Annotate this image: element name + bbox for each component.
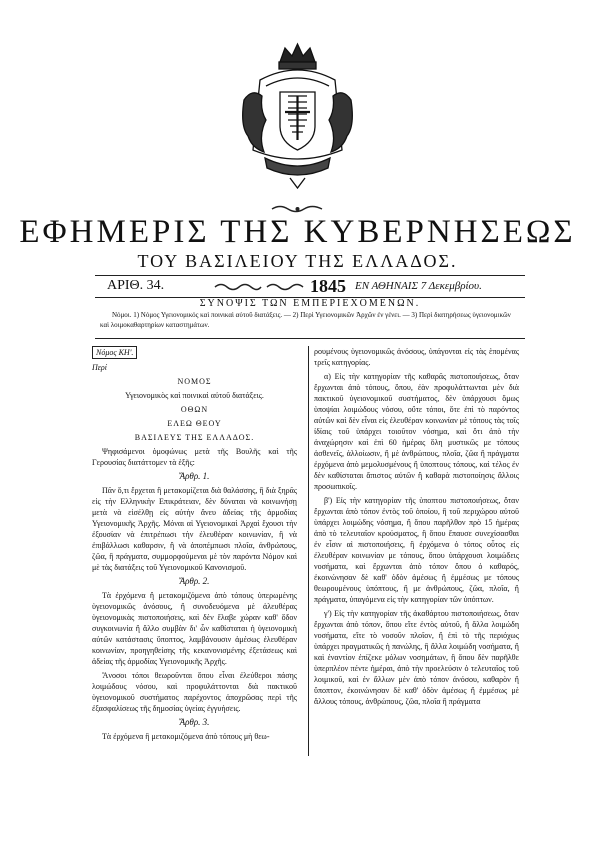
left-column: [92, 346, 297, 745]
synopsis-heading: ΣΥΝΟΨΙΣ ΤΩΝ ΕΜΠΕΡΙΕΧΟΜΕΝΩΝ.: [199, 298, 421, 309]
preamble-text: Ψηφισάμενοι ὁμοφώνως μετὰ τῆς Βουλῆς καὶ τῆς Γερουσίας διατάττομεν τὰ ἑξῆς:: [92, 447, 297, 467]
column-divider: [308, 346, 309, 756]
king-name: ΟΘΩΝ: [180, 405, 209, 414]
ornament-flourish-icon: [265, 282, 305, 292]
king-title-1: ΕΛΕΩ ΘΕΟΥ: [167, 419, 222, 428]
category-c-text: γ') Εἰς τὴν κατηγορίαν τῆς ἀκαθάρτου πιστοποιήσεως, ὅταν ἔρχωνται ἀπὸ τόπον, ὅπου εἴτε ἐντὸς αὐτοῦ, ἢ ἄλλα λοιμώδη νοσήματα, εἴτε τὸ νοσοῦν πλοῖον, ἢ ἐπὶ τὸ τῆς περιόχως ὑπάρχει πραγματικῶς ἡ πανώλης, ἢ ἄλλα λοιμώδη νοσήματα, ἢ καὶ ἐναντίον ἐπίζεκε μόλων νοσημάτων, ἢ ὅπου δὲν παρῆλθε ὑπερπλέον πέντε ἡμέραι, ἀπὸ τὴν προελεύσιν ὁ τελευταῖος τοῦ λοιμικοῦ, καὶ ἐν ἄλλων μὲν ἀπὸ τόπον ἀνόσου, καθαρὸν ἢ ὕποπτον, ἐκοινώνησαν δὲ καθ' ὁδὸν ἀμέσως ἢ ἐμμέσως μὲ ἄλλους τόπους, ἀνθρώπους, ζῶα, πλοῖα ἢ πράγματα: [314, 609, 519, 706]
synopsis-text: Νόμοι. 1) Νόμος Υγειονομικός καὶ ποινικαὶ αὐτοῦ διατάξεις. — 2) Περὶ Υγειονομικῶν Ἀρχῶν ἐν γένει. — 3) Περὶ διατηρήσεως ὑγειονομικῶν καὶ λοιμοκαθαρτηρίων καταστημάτων.: [100, 311, 511, 329]
royal-coat-of-arms-icon: [230, 40, 365, 190]
law-heading: ΝΟΜΟΣ: [177, 377, 212, 386]
article-2-text: Τὰ ἐρχόμενα ἢ μετακομιζόμενα ἀπὸ τόπους ὑπερωμένης ὑγειονομικῶς ἀνόσους, ἢ συνοδευόμενα μὲ ἀλευθέρας ὑγειονομικὰς πιστοποιήσεις, καὶ δὲν ἔλαβε χώραν καθ' ὅδον συγκοινωνία ἢ ἄλλο συμβὰν δι' ὧν καθίσταται ἡ ὑγειονομικὴ αὐτῶν κατάστασις ὕποπτος, λαμβάνουσιν ἀμέσως ἐλευθέραν κοινωνίαν, προηγηθείσης τῆς κεκανονισμένης ἐξετάσεως καὶ ἀδείας τῆς ἁρμοδίας Υγειονομικῆς Ἀρχῆς.: [92, 591, 297, 666]
law-number-label: Νόμος ΚΗ'.: [92, 346, 137, 359]
category-a-text: α) Εἰς τὴν κατηγορίαν τῆς καθαρᾶς πιστοποιήσεως, ὅταν ἔρχωνται ἀπὸ τόπους, ὅπου, ἐὰν προφυλάττωνται μὲν διὰ πακτικοῦ ὑγειονομικοῦ συστήματος, δὲν ὑπάρχουσι ὅμως ὑποψίαι λοιμώδους νόσου, οὔτε τόποι, ὅτε ἐπὶ τὸ παρόντος αὐτῶν καὶ δὲν εἶναι εἰς ἐλευθέραν κοινωνίαν μὲ τόπους τὰς τοῖς ἰδίαις τοῦ ὑπάρχει τοιοῦτον νόσημα, καὶ ὅτι ἀπὸ τὴν ἀναχώρησιν καὶ ἐπὶ 60 ἡμέρας ὅλη μυστικῶς με τόπους ἀσθενεῖς, ἀλλοίωσιν, ἢ μὲ ἀνθρώπους, πλοῖα, ζῶα ἢ πράγματα ἐρχόμενα ἀπὸ μεμολυσμένους ἢ ὑποπτους τόπους, καὶ τέλος ἐν δὲν καθίσταται ἄπιστος αὐτῶν ἢ καθαρὰ πιστοποίησις ἄλλοις προσωπικοῖς.: [314, 372, 519, 491]
article-2-text-b: Ἄνοσοι τόποι θεωροῦνται ὅπου εἶναι ἐλεύθεροι πάσης λοιμώδους νόσου, καὶ προφυλάττονται διὰ πακτικοῦ ὑγειονομικοῦ συστήματος παρέχοντος ἀποχρῶσας περὶ τῆς ἐξασφαλίσεως τῆς δημοσίας ὑγείας ἐγγυήσεις.: [92, 671, 297, 713]
ornament-flourish-icon: [270, 204, 325, 214]
law-subtitle: Υγειονομικὸς καὶ ποινικαὶ αὐτοῦ διατάξεις.: [125, 391, 264, 400]
ornament-flourish-icon: [213, 282, 263, 292]
issue-place-date: ΕΝ ΑΘΗΝΑΙΣ 7 Δεκεμβρίου.: [355, 280, 482, 292]
issue-year: 1845: [310, 276, 346, 296]
law-subject-label: Περί: [92, 363, 107, 372]
article-3-text: Τὰ ἐρχόμενα ἢ μετακομιζόμενα ἀπὸ τόπους μὴ θεω-: [102, 732, 270, 741]
right-column: [314, 346, 519, 710]
issue-line: [95, 276, 515, 296]
issue-number: ΑΡΙΘ. 34.: [107, 278, 165, 293]
king-title-2: ΒΑΣΙΛΕΥΣ ΤΗΣ ΕΛΛΑΔΟΣ.: [134, 433, 255, 442]
article-1-text: Πᾶν ὅ,τι ἔρχεται ἢ μετακομίζεται διὰ θαλάσσης, ἢ διὰ ξηρᾶς εἰς τὴν Ελληνικὴν Επικράτειαν, δὲν δύναται νὰ κοινωνήσῃ μετὰ νὰ εἰσέλθῃ εἰς αὐτὴν ἄνευ ἀδείας τῆς ἁρμοδίας Υγειονομικῆς Ἀρχῆς. Μόναι αἱ Υγειονομικαὶ Ἀρχαὶ ἔχουσι τὴν ἐξουσίαν νὰ ἐπιτρέπωσι τὴν ἐλευθέραν κοινωνίαν, ἢ νὰ ἐπιβάλλωσι καθαρσιν, ἢ νὰ ἀποπέμπωσι πλοῖα, ἀνθρώπους, ζῶα, ἢ πράγματα, συμμορφούμεναι μὲ τὸν παρόντα Νόμον καὶ μὲ τὰς διατάξεις τοῦ Υγειονομικοῦ Κανονισμοῦ.: [92, 486, 297, 572]
article-2-heading: Ἄρθρ. 2.: [179, 576, 210, 586]
gazette-subtitle: ΤΟΥ ΒΑΣΙΛΕΙΟΥ ΤΗΣ ΕΛΛΑΔΟΣ.: [137, 251, 458, 271]
category-b-text: β') Εἰς τὴν κατηγορίαν τῆς ὑποπτου πιστοποιήσεως, ὅταν ἔρχωνται ἀπὸ τόπον ἐντὸς τοῦ ὁποίου, ἢ τοῦ περιχώρου αὐτοῦ ὑπάρχει λοιμώδης νόσημα, ἢ ὅπου παρῆλθον πρὸ 15 ἡμέρας ἀπὸ τὸ τελευταῖον κρούσματος, ἢ ὅπου ἔπαυσε συνεχίσασθαι ἐν εἶσιν αἱ πιστοποιήσεις, ἢ ἐρχόμενα ὁ τόπος οὗτος εἰς ἐλευθέραν κοινωνίαν με τόπους, ὅπου ὑπάρχουσι λοιμώδεις νοσήματα, καὶ ἔρχωνται ἀπὸ τόπον ὅπου ὁ καθαρός, ἐκοινώνησαν δὲ καθ' ὁδὸν ἀμέσως ἢ ἐμμέσως με τόπους θεωρουμένους ὑπόπτους, ἢ με ἀνθρώπους, ζῶα, πλοῖα, ἢ πράγματα, ὑπαγόμενα εἰς τὴν κατηγορίαν τῶν ὑπόπτων.: [314, 496, 519, 604]
right-intro-text: ρουμένους ὑγειονομικῶς ἀνόσους, ὑπάγονται εἰς τὰς ἑπομένας τρεῖς κατηγορίας.: [314, 347, 519, 367]
gazette-title: ΕΦΗΜΕΡΙΣ ΤΗΣ ΚΥΒΕΡΝΗΣΕΩΣ: [19, 214, 576, 250]
article-3-heading: Ἄρθρ. 3.: [179, 717, 210, 727]
article-1-heading: Ἄρθρ. 1.: [179, 471, 210, 481]
divider: [95, 338, 525, 339]
